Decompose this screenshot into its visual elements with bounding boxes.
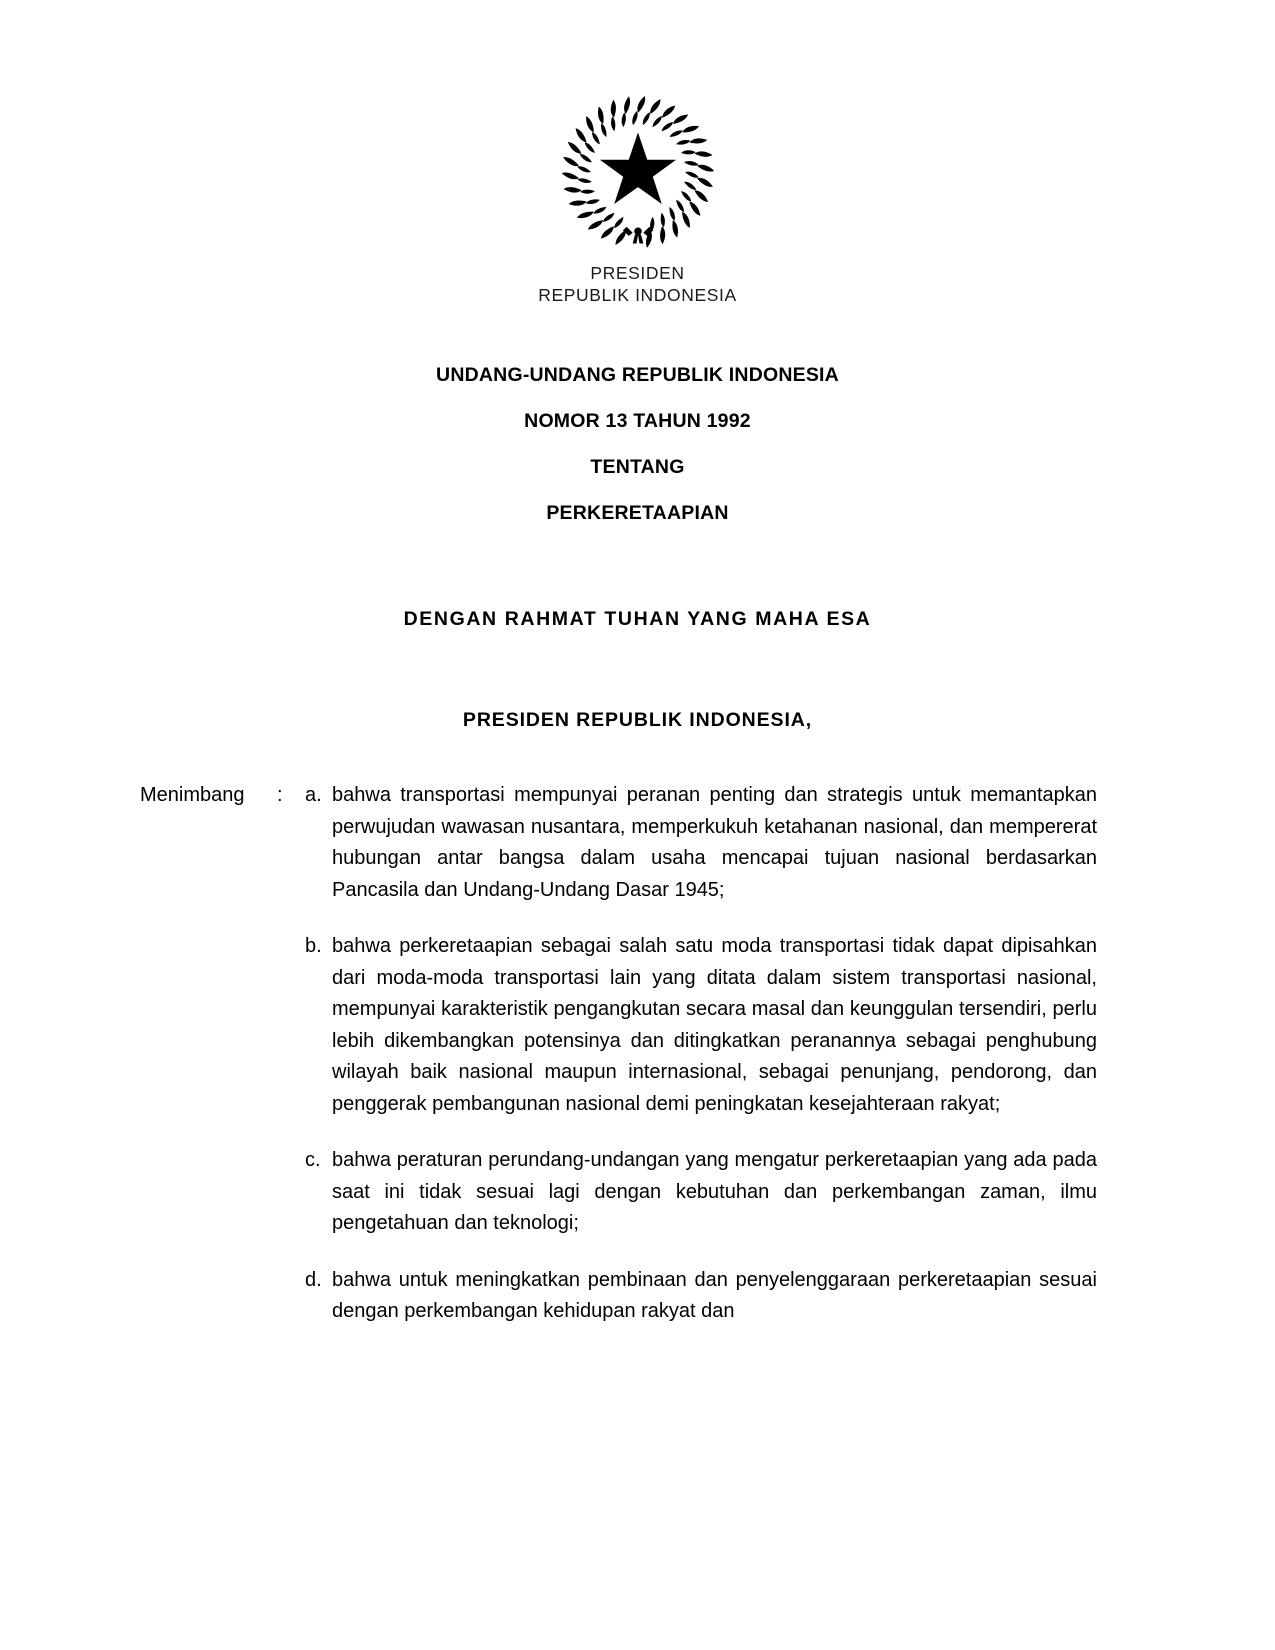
- consideration-text: bahwa untuk meningkatkan pembinaan dan penyelenggaraan perkeretaapian sesuai dengan perkembangan kehidupan rakyat dan: [332, 1268, 1097, 1322]
- consideration-text: bahwa transportasi mempunyai peranan penting dan strategis untuk memantapkan perwujudan wawasan nusantara, memperkukuh ketahanan nasional, dan mempererat hubungan antar bangsa dalam usaha mencapai tujuan nasional berdasarkan Pancasila dan Undang-Undang Dasar 1945;: [332, 784, 1097, 901]
- title-about-label: TENTANG: [590, 456, 685, 478]
- title-number-year: NOMOR 13 TAHUN 1992: [524, 410, 751, 432]
- consideration-marker: b.: [305, 935, 322, 957]
- header-republik-indonesia-line: REPUBLIK INDONESIA: [538, 285, 737, 305]
- consideration-item: [305, 1265, 1097, 1328]
- document-header: [0, 0, 1275, 306]
- divine-blessing-motto: DENGAN RAHMAT TUHAN YANG MAHA ESA: [403, 608, 872, 630]
- consideration-item: [305, 780, 1097, 906]
- consideration-text: bahwa perkeretaapian sebagai salah satu moda transportasi tidak dapat dipisahkan dari moda-moda transportasi lain yang ditata dalam sistem transportasi nasional, mempunyai karakteristik pengangkutan secara masal dan keunggulan tersendiri, perlu lebih dikembangkan potensinya dan ditingkatkan peranannya sebagai penghubung wilayah baik nasional maupun internasional, sebagai penunjang, pendorong, dan penggerak pembangunan nasional demi peningkatan kesejahteraan rakyat;: [332, 935, 1097, 1115]
- document-title-block: [0, 352, 1275, 536]
- consideration-text: bahwa peraturan perundang-undangan yang mengatur perkeretaapian yang ada pada saat ini tidak sesuai lagi dengan kebutuhan dan perkembangan zaman, ilmu pengetahuan dan teknologi;: [332, 1149, 1097, 1234]
- consideration-item: [305, 1145, 1097, 1240]
- considerations-list: [305, 780, 1097, 1328]
- considerations-row: [140, 780, 1097, 1328]
- indonesia-presidential-emblem-icon: [562, 96, 714, 248]
- consideration-marker: a.: [305, 784, 322, 806]
- consideration-marker: c.: [305, 1149, 321, 1171]
- title-law-type: UNDANG-UNDANG REPUBLIK INDONESIA: [436, 364, 839, 386]
- header-presiden-line: PRESIDEN: [590, 263, 685, 283]
- considerations-section: [0, 780, 1275, 1328]
- consideration-item: [305, 931, 1097, 1120]
- title-subject: PERKERETAAPIAN: [546, 502, 729, 524]
- considerations-label: Menimbang: [140, 784, 245, 806]
- issuing-authority: PRESIDEN REPUBLIK INDONESIA,: [462, 709, 813, 731]
- consideration-marker: d.: [305, 1268, 322, 1291]
- considerations-colon: :: [277, 784, 283, 806]
